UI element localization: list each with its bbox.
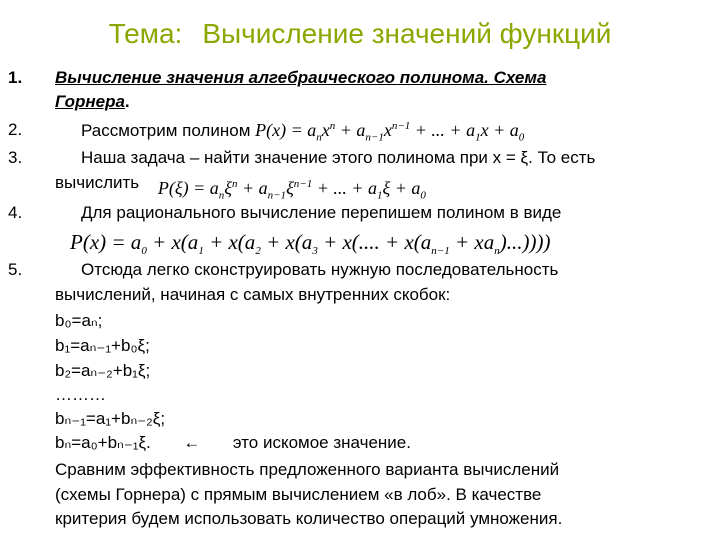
item-4-text: Для рационального вычисление перепишем полином в виде [81, 203, 562, 222]
item-1-heading: Вычисление значения алгебраического полинома. Схема [55, 68, 547, 87]
item-number-3: 3. [8, 148, 23, 167]
item-number-4: 4. [8, 203, 23, 222]
horner-formula: $P(x) = a_0 + x(a_1 + x(a_2 + x(a_3 + x$(.... + $x(a_{n-1} + xa_n)$...)))) [70, 230, 551, 258]
title-topic: Вычисление значений функций [202, 18, 612, 49]
title-label: Тема: [108, 18, 183, 49]
result-note: это искомое значение. [232, 433, 411, 452]
conclusion-line-1: Сравним эффективность предложенного варианта вычислений [55, 460, 560, 479]
item-3-text-cont: вычислить $P(\xi) = a_n\xi^n + a_{n-1}\xi^{n-1}$ + ... + $a_1\xi + a_0$ [55, 173, 426, 202]
step-b2: b₂=aₙ₋₂+b₁ξ; [55, 361, 151, 380]
step-b1: b₁=aₙ₋₁+b₀ξ; [55, 336, 150, 355]
step-bn: bₙ=a₀+bₙ₋₁ξ. ← это искомое значение. [55, 433, 411, 452]
conclusion-line-3: критерия будем использовать количество операций умножения. [55, 509, 563, 528]
item-3-text: Наша задача – найти значение этого полинома при x = ξ. То есть [81, 148, 596, 167]
item-number-1: 1. [8, 68, 23, 87]
value-formula: $P(\xi) = a_n\xi^n + a_{n-1}\xi^{n-1}$ + ... + $a_1\xi + a_0$ [157, 178, 426, 202]
item-number-5: 5. [8, 260, 23, 279]
item-1-heading-cont: Горнера. [55, 92, 130, 111]
item-5-text: Отсюда легко сконструировать нужную последовательность [81, 260, 559, 279]
item-5-text-cont: вычислений, начиная с самых внутренних скобок: [55, 285, 451, 304]
step-b0: b₀=aₙ; [55, 311, 103, 330]
item-number-2: 2. [8, 120, 23, 139]
conclusion-line-2: (схемы Горнера) с прямым вычислением «в лоб». В качестве [55, 485, 542, 504]
polynomial-formula: $P(x) = a_nx^n + a_{n-1}x^{n-1}$ + ... + $a_1x + a_0$ [255, 120, 525, 144]
step-dots: ……… [55, 385, 106, 404]
step-bn-1: bₙ₋₁=a₁+bₙ₋₂ξ; [55, 409, 166, 428]
item-2-text: Рассмотрим полином $P(x) = a_nx^n + a_{n-1}x^{n-1}$ + ... + $a_1x + a_0$ [81, 120, 525, 144]
left-arrow-icon: ← [183, 433, 201, 452]
slide-title [0, 18, 720, 50]
